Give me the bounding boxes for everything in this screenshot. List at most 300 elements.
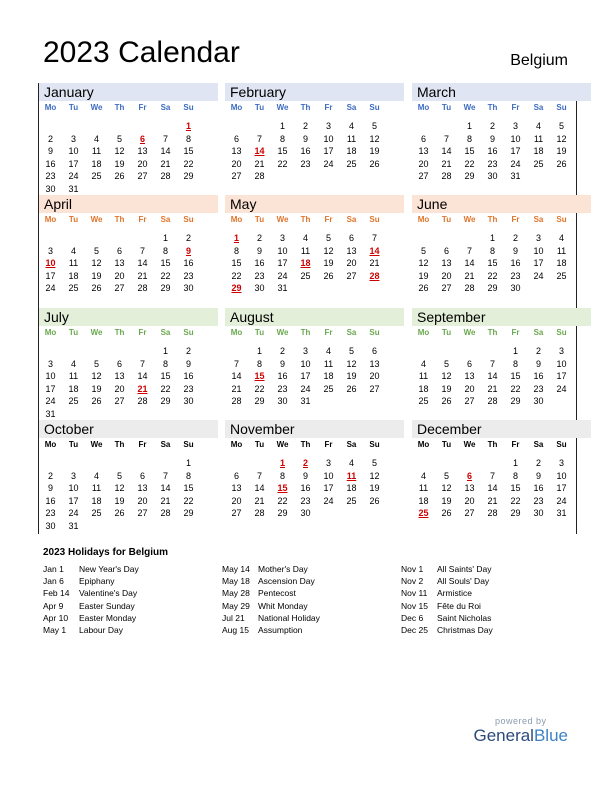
month-header bbox=[412, 308, 591, 326]
day-cell: 10 bbox=[277, 245, 288, 256]
holiday-date: May 1 bbox=[43, 624, 67, 635]
holiday-day: 18 bbox=[300, 258, 311, 269]
holiday-name: Christmas Day bbox=[437, 624, 493, 635]
weekday-label: Tu bbox=[441, 103, 452, 112]
weekday-label: Mo bbox=[417, 328, 430, 337]
day-cell: 6 bbox=[443, 245, 449, 256]
day-cell: 11 bbox=[68, 258, 79, 269]
weekday-label: Sa bbox=[160, 440, 171, 449]
day-cell: 26 bbox=[346, 383, 357, 394]
month-march bbox=[412, 83, 591, 195]
day-cell: 20 bbox=[137, 495, 148, 506]
holiday-day: 29 bbox=[231, 283, 242, 294]
day-cell: 29 bbox=[160, 283, 171, 294]
month-header bbox=[412, 83, 591, 101]
weekday-label: Sa bbox=[346, 215, 357, 224]
weekday-label: Sa bbox=[160, 215, 171, 224]
day-cell: 27 bbox=[418, 171, 429, 182]
day-cell: 21 bbox=[369, 258, 380, 269]
brand-part-2: Blue bbox=[533, 726, 568, 745]
day-cell: 30 bbox=[183, 283, 194, 294]
day-cell: 18 bbox=[91, 158, 102, 169]
day-cell: 25 bbox=[68, 396, 79, 407]
day-cell: 14 bbox=[441, 146, 452, 157]
day-cell: 3 bbox=[535, 233, 541, 243]
holiday-day: 14 bbox=[254, 146, 265, 157]
day-cell: 30 bbox=[254, 283, 265, 294]
day-cell: 3 bbox=[47, 358, 53, 369]
day-cell: 3 bbox=[325, 121, 331, 131]
day-cell: 3 bbox=[47, 245, 53, 256]
month-header bbox=[39, 308, 218, 326]
day-cell: 11 bbox=[346, 133, 357, 144]
day-cell: 20 bbox=[464, 383, 475, 394]
month-january bbox=[39, 83, 218, 195]
holiday-date: Nov 11 bbox=[401, 588, 428, 599]
month-header bbox=[412, 420, 591, 438]
holiday-date: Jul 21 bbox=[222, 612, 245, 623]
weekday-label: Mo bbox=[417, 103, 430, 112]
day-cell: 22 bbox=[160, 383, 171, 394]
weekday-label: We bbox=[90, 328, 103, 337]
weekday-label: Th bbox=[114, 440, 125, 449]
day-cell: 27 bbox=[137, 171, 148, 182]
holiday-day: 21 bbox=[137, 383, 148, 394]
weekday-label: We bbox=[90, 215, 103, 224]
weekday-label: Fr bbox=[138, 103, 147, 112]
day-cell: 17 bbox=[277, 258, 288, 269]
day-cell: 3 bbox=[279, 233, 285, 243]
day-cell: 27 bbox=[441, 283, 452, 294]
day-cell: 13 bbox=[346, 245, 357, 256]
day-cell: 16 bbox=[277, 371, 288, 382]
day-cell: 19 bbox=[369, 483, 380, 494]
holiday-date: Dec 25 bbox=[401, 624, 428, 635]
day-cell: 15 bbox=[160, 258, 171, 269]
day-cell: 19 bbox=[369, 146, 380, 157]
month-name: October bbox=[44, 421, 94, 437]
holiday-date: May 18 bbox=[222, 576, 250, 587]
holiday-name: All Souls' Day bbox=[437, 576, 490, 587]
day-cell: 4 bbox=[70, 245, 76, 256]
day-cell: 14 bbox=[160, 483, 171, 494]
day-cell: 22 bbox=[254, 383, 265, 394]
weekday-label: Th bbox=[300, 103, 311, 112]
day-cell: 2 bbox=[535, 346, 541, 356]
holiday-day: 10 bbox=[45, 258, 56, 269]
weekday-label: We bbox=[90, 103, 103, 112]
month-header bbox=[39, 195, 218, 213]
day-cell: 18 bbox=[418, 495, 429, 506]
day-cell: 22 bbox=[510, 495, 521, 506]
day-cell: 3 bbox=[70, 470, 76, 481]
weekday-header bbox=[412, 215, 591, 229]
weekday-label: Mo bbox=[230, 215, 243, 224]
day-cell: 5 bbox=[116, 133, 122, 144]
weekday-label: Sa bbox=[346, 328, 357, 337]
holiday-day: 14 bbox=[369, 245, 380, 256]
day-cell: 9 bbox=[279, 358, 285, 369]
weekday-label: Sa bbox=[160, 103, 171, 112]
day-cell: 9 bbox=[489, 133, 495, 144]
holiday-date: May 14 bbox=[222, 564, 250, 574]
day-cell: 4 bbox=[420, 358, 426, 369]
day-cell: 11 bbox=[418, 371, 429, 382]
month-header bbox=[39, 83, 218, 101]
day-cell: 31 bbox=[556, 508, 567, 519]
day-cell: 2 bbox=[489, 121, 495, 131]
day-cell: 27 bbox=[114, 396, 125, 407]
holiday-name: Valentine's Day bbox=[79, 588, 138, 599]
weekday-label: We bbox=[463, 103, 476, 112]
day-cell: 29 bbox=[510, 396, 521, 407]
holiday-day: 1 bbox=[185, 121, 191, 131]
day-cell: 16 bbox=[300, 483, 311, 494]
day-cell: 12 bbox=[441, 483, 452, 494]
day-cell: 18 bbox=[68, 383, 79, 394]
weekday-label: We bbox=[463, 215, 476, 224]
day-cell: 18 bbox=[556, 258, 567, 269]
month-name: November bbox=[230, 421, 295, 437]
day-cell: 3 bbox=[302, 346, 308, 356]
weekday-header bbox=[39, 215, 218, 229]
day-cell: 24 bbox=[533, 270, 544, 281]
day-cell: 8 bbox=[185, 470, 191, 481]
month-november bbox=[225, 420, 404, 532]
day-cell: 20 bbox=[231, 495, 242, 506]
day-cell: 22 bbox=[183, 495, 194, 506]
day-cell: 21 bbox=[137, 270, 148, 281]
day-cell: 19 bbox=[91, 270, 102, 281]
day-cell: 4 bbox=[420, 470, 426, 481]
day-cell: 21 bbox=[487, 495, 498, 506]
day-cell: 8 bbox=[512, 470, 518, 481]
weekday-label: Th bbox=[300, 215, 311, 224]
day-cell: 2 bbox=[512, 233, 518, 243]
holiday-name: Assumption bbox=[258, 624, 303, 635]
day-cell: 3 bbox=[325, 458, 331, 468]
holiday-name: Ascension Day bbox=[258, 576, 315, 587]
weekday-header bbox=[225, 215, 404, 229]
day-cell: 14 bbox=[487, 371, 498, 382]
calendar-grid bbox=[38, 83, 577, 534]
day-cell: 26 bbox=[114, 171, 125, 182]
weekday-label: Sa bbox=[533, 328, 544, 337]
day-cell: 7 bbox=[489, 470, 495, 481]
day-cell: 10 bbox=[323, 470, 334, 481]
day-cell: 23 bbox=[533, 383, 544, 394]
day-cell: 11 bbox=[418, 483, 429, 494]
day-cell: 20 bbox=[418, 158, 429, 169]
weekday-label: Su bbox=[183, 328, 194, 337]
day-cell: 18 bbox=[346, 146, 357, 157]
day-cell: 19 bbox=[418, 270, 429, 281]
day-cell: 25 bbox=[556, 270, 567, 281]
holiday-date: May 29 bbox=[222, 600, 250, 611]
day-cell: 28 bbox=[464, 283, 475, 294]
day-cell: 3 bbox=[558, 346, 564, 356]
weekday-label: We bbox=[276, 328, 289, 337]
weekday-label: Su bbox=[556, 215, 567, 224]
day-cell: 10 bbox=[68, 146, 79, 157]
day-cell: 16 bbox=[487, 146, 498, 157]
holiday-name: Fête du Roi bbox=[437, 600, 481, 611]
day-cell: 18 bbox=[68, 270, 79, 281]
day-cell: 28 bbox=[254, 508, 265, 519]
weekday-label: Sa bbox=[346, 440, 357, 449]
day-cell: 30 bbox=[277, 396, 288, 407]
day-cell: 31 bbox=[68, 521, 79, 531]
weekday-label: Tu bbox=[68, 215, 79, 224]
weekday-label: Tu bbox=[254, 103, 265, 112]
holiday-day: 1 bbox=[233, 233, 239, 243]
day-cell: 2 bbox=[279, 346, 285, 356]
day-cell: 3 bbox=[558, 458, 564, 468]
weekday-label: Su bbox=[556, 440, 567, 449]
day-cell: 14 bbox=[137, 371, 148, 382]
day-cell: 25 bbox=[91, 171, 102, 182]
month-name: January bbox=[44, 84, 94, 100]
day-cell: 15 bbox=[183, 483, 194, 494]
day-cell: 23 bbox=[487, 158, 498, 169]
weekday-header bbox=[412, 328, 591, 342]
day-cell: 8 bbox=[256, 358, 262, 369]
day-cell: 16 bbox=[45, 495, 56, 506]
day-cell: 6 bbox=[420, 133, 426, 144]
day-cell: 17 bbox=[556, 371, 567, 382]
day-cell: 13 bbox=[231, 146, 242, 157]
day-cell: 6 bbox=[348, 233, 354, 243]
day-cell: 27 bbox=[137, 508, 148, 519]
day-cell: 19 bbox=[323, 258, 334, 269]
day-cell: 2 bbox=[185, 346, 191, 356]
day-cell: 5 bbox=[116, 470, 122, 481]
day-cell: 12 bbox=[114, 146, 125, 157]
powered-by-text: powered by bbox=[494, 716, 547, 726]
day-cell: 6 bbox=[233, 133, 239, 144]
day-cell: 21 bbox=[487, 383, 498, 394]
day-cell: 13 bbox=[114, 371, 125, 382]
day-cell: 1 bbox=[162, 346, 168, 356]
day-cell: 22 bbox=[183, 158, 194, 169]
weekday-label: Th bbox=[114, 328, 125, 337]
day-cell: 25 bbox=[323, 383, 334, 394]
day-cell: 4 bbox=[302, 233, 308, 243]
day-cell: 20 bbox=[114, 270, 125, 281]
day-cell: 1 bbox=[256, 346, 262, 356]
day-cell: 30 bbox=[510, 283, 521, 294]
weekday-label: Mo bbox=[44, 215, 57, 224]
holiday-date: Apr 10 bbox=[43, 612, 69, 623]
day-cell: 15 bbox=[510, 483, 521, 494]
day-cell: 13 bbox=[418, 146, 429, 157]
holiday-name: Mother's Day bbox=[258, 564, 308, 574]
holiday-name: Pentecost bbox=[258, 588, 296, 599]
day-cell: 28 bbox=[137, 283, 148, 294]
weekday-label: Mo bbox=[417, 440, 430, 449]
holiday-date: Feb 14 bbox=[43, 588, 70, 599]
day-cell: 21 bbox=[160, 158, 171, 169]
day-cell: 21 bbox=[464, 270, 475, 281]
day-cell: 4 bbox=[93, 470, 99, 481]
day-cell: 26 bbox=[556, 158, 567, 169]
weekday-header bbox=[225, 328, 404, 342]
day-cell: 26 bbox=[91, 396, 102, 407]
holiday-day: 1 bbox=[279, 458, 285, 468]
day-cell: 5 bbox=[443, 358, 449, 369]
day-cell: 17 bbox=[45, 270, 56, 281]
weekday-label: We bbox=[463, 328, 476, 337]
day-cell: 4 bbox=[535, 121, 541, 131]
day-cell: 13 bbox=[231, 483, 242, 494]
weekday-label: Su bbox=[369, 440, 380, 449]
holiday-name: National Holiday bbox=[258, 612, 320, 623]
weekday-label: Su bbox=[183, 440, 194, 449]
day-cell: 20 bbox=[231, 158, 242, 169]
day-cell: 2 bbox=[256, 233, 262, 243]
holiday-date: Jan 1 bbox=[43, 564, 64, 574]
day-cell: 8 bbox=[162, 358, 168, 369]
month-header bbox=[412, 195, 591, 213]
day-cell: 15 bbox=[487, 258, 498, 269]
day-cell: 19 bbox=[556, 146, 567, 157]
day-cell: 3 bbox=[70, 133, 76, 144]
day-cell: 2 bbox=[302, 121, 308, 131]
day-cell: 4 bbox=[325, 346, 331, 356]
day-cell: 12 bbox=[114, 483, 125, 494]
weekday-label: Mo bbox=[44, 328, 57, 337]
day-cell: 25 bbox=[68, 283, 79, 294]
day-cell: 8 bbox=[489, 245, 495, 256]
day-cell: 11 bbox=[68, 371, 79, 382]
day-cell: 7 bbox=[139, 358, 145, 369]
day-cell: 16 bbox=[533, 371, 544, 382]
weekday-header bbox=[39, 440, 218, 454]
day-cell: 15 bbox=[510, 371, 521, 382]
day-cell: 21 bbox=[254, 495, 265, 506]
weekday-label: Su bbox=[556, 103, 567, 112]
day-cell: 5 bbox=[371, 458, 377, 468]
weekday-label: Su bbox=[369, 215, 380, 224]
weekday-label: Tu bbox=[254, 440, 265, 449]
month-february bbox=[225, 83, 404, 195]
month-name: July bbox=[44, 309, 69, 325]
weekday-label: Fr bbox=[324, 103, 333, 112]
month-july bbox=[39, 308, 218, 420]
weekday-label: Th bbox=[487, 215, 498, 224]
day-cell: 4 bbox=[348, 121, 354, 131]
day-cell: 18 bbox=[418, 383, 429, 394]
weekday-label: Mo bbox=[44, 103, 57, 112]
holiday-day: 15 bbox=[277, 483, 288, 494]
day-cell: 2 bbox=[185, 233, 191, 243]
weekday-header bbox=[225, 440, 404, 454]
holiday-date: Jan 6 bbox=[43, 576, 64, 587]
footer-brand bbox=[473, 716, 568, 746]
day-cell: 12 bbox=[91, 258, 102, 269]
day-cell: 26 bbox=[418, 283, 429, 294]
weekday-header bbox=[225, 103, 404, 117]
weekday-label: We bbox=[276, 440, 289, 449]
day-cell: 1 bbox=[162, 233, 168, 243]
day-cell: 9 bbox=[512, 245, 518, 256]
day-cell: 28 bbox=[160, 171, 171, 182]
month-name: December bbox=[417, 421, 482, 437]
weekday-label: Tu bbox=[441, 215, 452, 224]
day-cell: 31 bbox=[510, 171, 521, 182]
day-cell: 23 bbox=[510, 270, 521, 281]
holiday-name: All Saints' Day bbox=[437, 564, 492, 574]
day-cell: 8 bbox=[279, 133, 285, 144]
weekday-label: Mo bbox=[44, 440, 57, 449]
day-cell: 23 bbox=[277, 383, 288, 394]
day-cell: 27 bbox=[231, 508, 242, 519]
holiday-day: 25 bbox=[418, 508, 429, 519]
day-cell: 27 bbox=[369, 383, 380, 394]
day-cell: 6 bbox=[116, 358, 122, 369]
weekday-label: We bbox=[463, 440, 476, 449]
holiday-date: Nov 15 bbox=[401, 600, 428, 611]
day-cell: 27 bbox=[114, 283, 125, 294]
day-cell: 21 bbox=[441, 158, 452, 169]
day-cell: 13 bbox=[137, 146, 148, 157]
day-cell: 1 bbox=[279, 121, 285, 131]
weekday-label: We bbox=[276, 103, 289, 112]
day-cell: 10 bbox=[556, 358, 567, 369]
weekday-label: Tu bbox=[68, 103, 79, 112]
day-cell: 17 bbox=[533, 258, 544, 269]
day-cell: 27 bbox=[464, 396, 475, 407]
day-cell: 5 bbox=[348, 346, 354, 356]
weekday-label: We bbox=[276, 215, 289, 224]
weekday-label: Su bbox=[369, 328, 380, 337]
day-cell: 24 bbox=[556, 383, 567, 394]
holiday-name: New Year's Day bbox=[79, 564, 139, 574]
day-cell: 14 bbox=[254, 483, 265, 494]
month-name: June bbox=[417, 196, 448, 212]
day-cell: 10 bbox=[323, 133, 334, 144]
day-cell: 18 bbox=[323, 371, 334, 382]
day-cell: 29 bbox=[487, 283, 498, 294]
day-cell: 26 bbox=[369, 495, 380, 506]
day-cell: 20 bbox=[137, 158, 148, 169]
weekday-label: Tu bbox=[68, 328, 79, 337]
day-cell: 23 bbox=[45, 171, 56, 182]
holiday-date: Nov 2 bbox=[401, 576, 424, 587]
day-cell: 8 bbox=[279, 470, 285, 481]
day-cell: 4 bbox=[558, 233, 564, 243]
day-cell: 12 bbox=[418, 258, 429, 269]
weekday-label: Sa bbox=[533, 215, 544, 224]
holiday-name: Easter Monday bbox=[79, 612, 137, 623]
holiday-day: 11 bbox=[346, 470, 357, 481]
weekday-label: Fr bbox=[138, 328, 147, 337]
day-cell: 1 bbox=[512, 346, 518, 356]
day-cell: 16 bbox=[183, 258, 194, 269]
day-cell: 24 bbox=[300, 383, 311, 394]
weekday-label: Th bbox=[487, 440, 498, 449]
day-cell: 12 bbox=[441, 371, 452, 382]
day-cell: 2 bbox=[47, 133, 53, 144]
day-cell: 11 bbox=[533, 133, 544, 144]
holiday-name: Saint Nicholas bbox=[437, 612, 492, 623]
weekday-header bbox=[39, 328, 218, 342]
day-cell: 19 bbox=[114, 495, 125, 506]
day-cell: 4 bbox=[93, 133, 99, 144]
day-cell: 2 bbox=[47, 470, 53, 481]
day-cell: 5 bbox=[325, 233, 331, 243]
day-cell: 28 bbox=[487, 508, 498, 519]
